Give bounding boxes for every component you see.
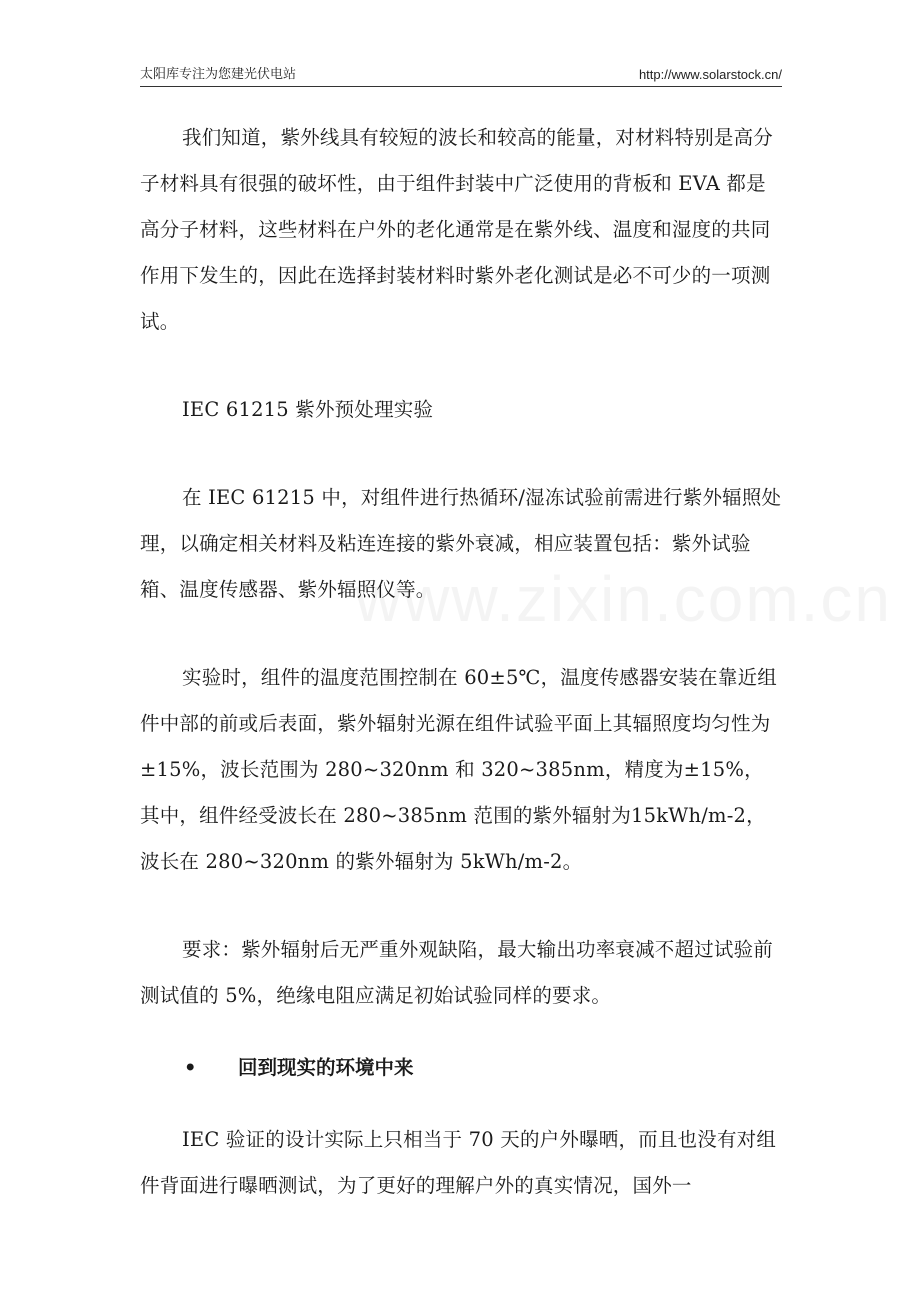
paragraph-uv-intro: 我们知道，紫外线具有较短的波长和较高的能量，对材料特别是高分子材料具有很强的破坏性，由于组件封装中广泛使用的背板和 EVA 都是高分子材料，这些材料在户外的老化通常是在紫外线、温度和湿度的共同作用下发生的，因此在选择封装材料时紫外老化测试是必不可少的一项测试。 (140, 126, 774, 333)
paragraph-test-conditions: 实验时，组件的温度范围控制在 60±5℃，温度传感器安装在靠近组件中部的前或后表面，紫外辐射光源在组件试验平面上其辐照度均匀性为 ±15%，波长范围为 280~320nm 和 320~385nm，精度为±15%，其中，组件经受波长在 280~385nm 范围的紫外辐射为15kWh/m-2，波长在 280~320nm 的紫外辐射为 5kWh/m-2。 (140, 666, 777, 873)
header-url[interactable]: http://www.solarstock.cn/ (638, 67, 782, 82)
bullet-heading (140, 1045, 782, 1091)
paragraph-real-environment: IEC 验证的设计实际上只相当于 70 天的户外曝晒，而且也没有对组件背面进行曝晒测试，为了更好的理解户外的真实情况，国外一 (140, 1128, 777, 1197)
watermark: www.zixin.com.cn (355, 563, 892, 635)
bullet-dot: • (184, 1056, 197, 1079)
header-site-name: 太阳库专注为您建光伏电站 (140, 67, 297, 82)
document-body (140, 115, 782, 1209)
page-header (140, 64, 782, 87)
paragraph-requirements: 要求：紫外辐射后无严重外观缺陷，最大输出功率衰减不超过试验前测试值的 5%，绝缘电阻应满足初始试验同样的要求。 (140, 938, 774, 1007)
bullet-heading-text: 回到现实的环境中来 (238, 1056, 414, 1079)
paragraph-iec-procedure: 在 IEC 61215 中，对组件进行热循环/湿冻试验前需进行紫外辐照处理，以确定相关材料及粘连连接的紫外衰减，相应装置包括：紫外试验箱、温度传感器、紫外辐照仪等。 (140, 486, 782, 601)
section-heading-iec-uv: IEC 61215 紫外预处理实验 (182, 398, 434, 421)
